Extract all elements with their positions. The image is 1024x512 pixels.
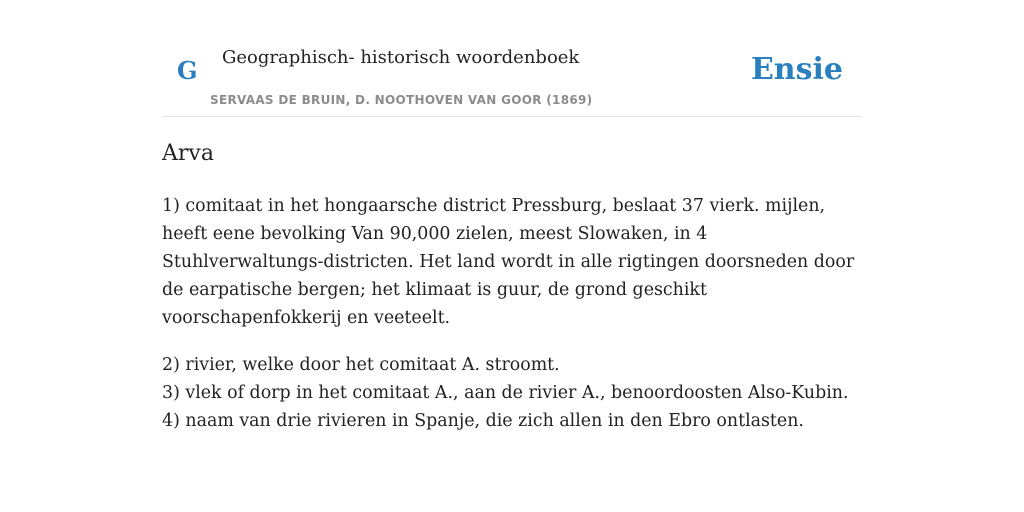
- entry-body: [162, 192, 866, 435]
- book-letter-icon[interactable]: G: [177, 56, 198, 85]
- definition-1: 1) comitaat in het hongaarsche district Pressburg, beslaat 37 vierk. mijlen, heeft eene bevolking Van 90,000 zielen, meest Slowaken, in 4 Stuhlverwaltungs-districten. Het land wordt in alle rigtingen doorsneden door de earpatische bergen; het klimaat is guur, de grond geschikt voorschapenfokkerij en veeteelt.: [162, 196, 855, 328]
- definition-2: 2) rivier, welke door het comitaat A. stroomt.: [162, 355, 560, 375]
- ensie-logo-link[interactable]: Ensie: [750, 52, 843, 87]
- definition-3: 3) vlek of dorp in het comitaat A., aan de rivier A., benoordoosten Also-Kubin.: [162, 383, 849, 403]
- book-title-link[interactable]: Geographisch- historisch woordenboek: [222, 47, 580, 68]
- entry-title: Arva: [162, 141, 214, 166]
- book-authors: SERVAAS DE BRUIN, D. NOOTHOVEN VAN GOOR (1869): [210, 93, 593, 107]
- book-header: [162, 40, 862, 117]
- definition-4: 4) naam van drie rivieren in Spanje, die zich allen in den Ebro ontlasten.: [162, 411, 804, 431]
